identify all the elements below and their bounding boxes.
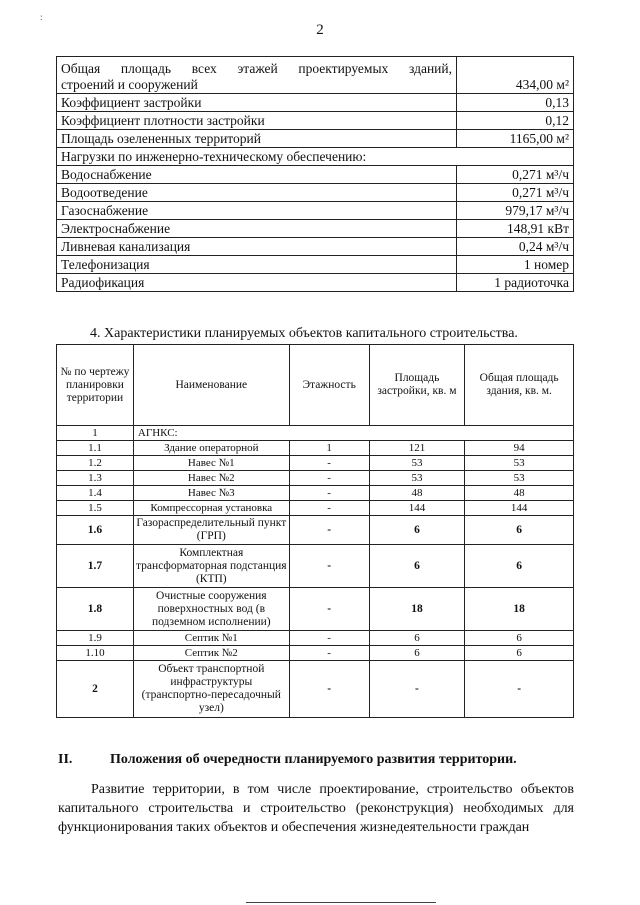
section-title: Положения об очередности планируемого развития территории. xyxy=(110,752,517,767)
table-row xyxy=(57,238,574,256)
summary-value: 1 номер xyxy=(457,256,574,274)
cell-total: 94 xyxy=(465,441,574,456)
table-row xyxy=(57,588,574,631)
summary-label: Нагрузки по инженерно-техническому обеспечению: xyxy=(57,148,574,166)
summary-label: Газоснабжение xyxy=(57,202,457,220)
cell-area: 6 xyxy=(369,545,465,588)
table-row xyxy=(57,486,574,501)
label-line-2: строений и сооружений xyxy=(61,77,198,92)
cell-floors: - xyxy=(289,501,369,516)
word: проектируемых xyxy=(298,61,389,76)
word: площадь xyxy=(120,61,172,76)
cell-floors: - xyxy=(289,661,369,718)
cell-name: Навес №3 xyxy=(133,486,289,501)
cell-total: - xyxy=(465,661,574,718)
cell-name: Здание операторной xyxy=(133,441,289,456)
summary-value: 0,271 м³/ч xyxy=(457,184,574,202)
cell-floors: - xyxy=(289,486,369,501)
cell-num: 1.5 xyxy=(57,501,134,516)
cell-total: 53 xyxy=(465,471,574,486)
table-row xyxy=(57,471,574,486)
cell-total: 6 xyxy=(465,516,574,545)
cell-area: 53 xyxy=(369,471,465,486)
table-row xyxy=(57,112,574,130)
table-row xyxy=(57,274,574,292)
cell-floors: - xyxy=(289,646,369,661)
table-row xyxy=(57,441,574,456)
summary-value: 0,12 xyxy=(457,112,574,130)
justified-line xyxy=(61,61,452,77)
corner-mark: : xyxy=(40,12,43,22)
objects-table xyxy=(56,344,574,718)
column-header: Площадь застройки, кв. м xyxy=(369,345,465,426)
column-header: Этажность xyxy=(289,345,369,426)
cell-name: Септик №2 xyxy=(133,646,289,661)
cell-total: 6 xyxy=(465,631,574,646)
cell-name: Компрессорная установка xyxy=(133,501,289,516)
summary-value: 0,13 xyxy=(457,94,574,112)
table-row xyxy=(57,202,574,220)
summary-label: Площадь озелененных территорий xyxy=(57,130,457,148)
table-row xyxy=(57,94,574,112)
summary-label: Коэффициент плотности застройки xyxy=(57,112,457,130)
summary-value: 0,24 м³/ч xyxy=(457,238,574,256)
group-row xyxy=(57,426,574,441)
cell-floors: - xyxy=(289,456,369,471)
column-header: Общая площадь здания, кв. м. xyxy=(465,345,574,426)
cell-area: 144 xyxy=(369,501,465,516)
cell-num: 1.10 xyxy=(57,646,134,661)
cell-area: 6 xyxy=(369,516,465,545)
cell-name: Навес №2 xyxy=(133,471,289,486)
table-row xyxy=(57,220,574,238)
cell-num: 1.9 xyxy=(57,631,134,646)
table-row xyxy=(57,57,574,94)
table-row xyxy=(57,516,574,545)
cell-num: 1.7 xyxy=(57,545,134,588)
cell-area: 18 xyxy=(369,588,465,631)
header-row xyxy=(57,345,574,426)
cell-area: 48 xyxy=(369,486,465,501)
cell-floors: 1 xyxy=(289,441,369,456)
section-number: II. xyxy=(58,752,73,767)
cell-area: 6 xyxy=(369,646,465,661)
table-row xyxy=(57,661,574,718)
summary-label: Ливневая канализация xyxy=(57,238,457,256)
table-row xyxy=(57,184,574,202)
cell-num: 2 xyxy=(57,661,134,718)
paragraph-text: Развитие территории, в том числе проектирование, строительство объектов капитального строительства и строительство (реконструкция) необходимых для функционирования таких объектов и обеспечения жизнедеятельности граждан xyxy=(58,782,574,835)
word: этажей xyxy=(237,61,278,76)
page-number: 2 xyxy=(316,22,324,38)
cell-name: АГНКС: xyxy=(133,426,573,441)
word: зданий, xyxy=(409,61,452,76)
cell-area: - xyxy=(369,661,465,718)
table-row xyxy=(57,646,574,661)
summary-label: Телефонизация xyxy=(57,256,457,274)
cell-total: 6 xyxy=(465,646,574,661)
table-row xyxy=(57,631,574,646)
summary-value: 1165,00 м² xyxy=(457,130,574,148)
cell-name: Газораспределительный пункт (ГРП) xyxy=(133,516,289,545)
column-header: № по чертежу планировки территории xyxy=(57,345,134,426)
cell-total: 53 xyxy=(465,456,574,471)
summary-value: 148,91 кВт xyxy=(457,220,574,238)
summary-label xyxy=(57,57,457,94)
objects-table-caption: 4. Характеристики планируемых объектов капитального строительства. xyxy=(90,326,518,341)
cell-num: 1.3 xyxy=(57,471,134,486)
cell-name: Объект транспортной инфраструктуры (транспортно-пересадочный узел) xyxy=(133,661,289,718)
cell-total: 6 xyxy=(465,545,574,588)
cell-total: 48 xyxy=(465,486,574,501)
cell-floors: - xyxy=(289,516,369,545)
summary-label: Водоотведение xyxy=(57,184,457,202)
cell-num: 1.6 xyxy=(57,516,134,545)
cell-num: 1.4 xyxy=(57,486,134,501)
body-paragraph xyxy=(58,780,574,837)
summary-value: 1 радиоточка xyxy=(457,274,574,292)
cell-num: 1.1 xyxy=(57,441,134,456)
footer-divider xyxy=(246,902,436,903)
word: Общая xyxy=(61,61,101,76)
cell-name: Навес №1 xyxy=(133,456,289,471)
summary-value: 979,17 м³/ч xyxy=(457,202,574,220)
cell-area: 6 xyxy=(369,631,465,646)
word: всех xyxy=(191,61,217,76)
cell-name: Септик №1 xyxy=(133,631,289,646)
cell-floors: - xyxy=(289,631,369,646)
summary-label: Водоснабжение xyxy=(57,166,457,184)
cell-name: Очистные сооружения поверхностных вод (в подземном исполнении) xyxy=(133,588,289,631)
summary-value: 0,271 м³/ч xyxy=(457,166,574,184)
table-row xyxy=(57,545,574,588)
cell-area: 53 xyxy=(369,456,465,471)
cell-floors: - xyxy=(289,545,369,588)
cell-floors: - xyxy=(289,588,369,631)
cell-num: 1.8 xyxy=(57,588,134,631)
summary-table xyxy=(56,56,574,292)
cell-area: 121 xyxy=(369,441,465,456)
cell-num: 1.2 xyxy=(57,456,134,471)
table-row xyxy=(57,456,574,471)
cell-num: 1 xyxy=(57,426,134,441)
summary-label: Электроснабжение xyxy=(57,220,457,238)
summary-label: Коэффициент застройки xyxy=(57,94,457,112)
cell-total: 18 xyxy=(465,588,574,631)
table-row xyxy=(57,501,574,516)
cell-name: Комплектная трансформаторная подстанция (КТП) xyxy=(133,545,289,588)
table-row xyxy=(57,130,574,148)
table-row xyxy=(57,256,574,274)
cell-total: 144 xyxy=(465,501,574,516)
table-row xyxy=(57,148,574,166)
column-header: Наименование xyxy=(133,345,289,426)
table-row xyxy=(57,166,574,184)
summary-label: Радиофикация xyxy=(57,274,457,292)
summary-value: 434,00 м² xyxy=(457,57,574,94)
section-heading xyxy=(58,752,517,768)
cell-floors: - xyxy=(289,471,369,486)
